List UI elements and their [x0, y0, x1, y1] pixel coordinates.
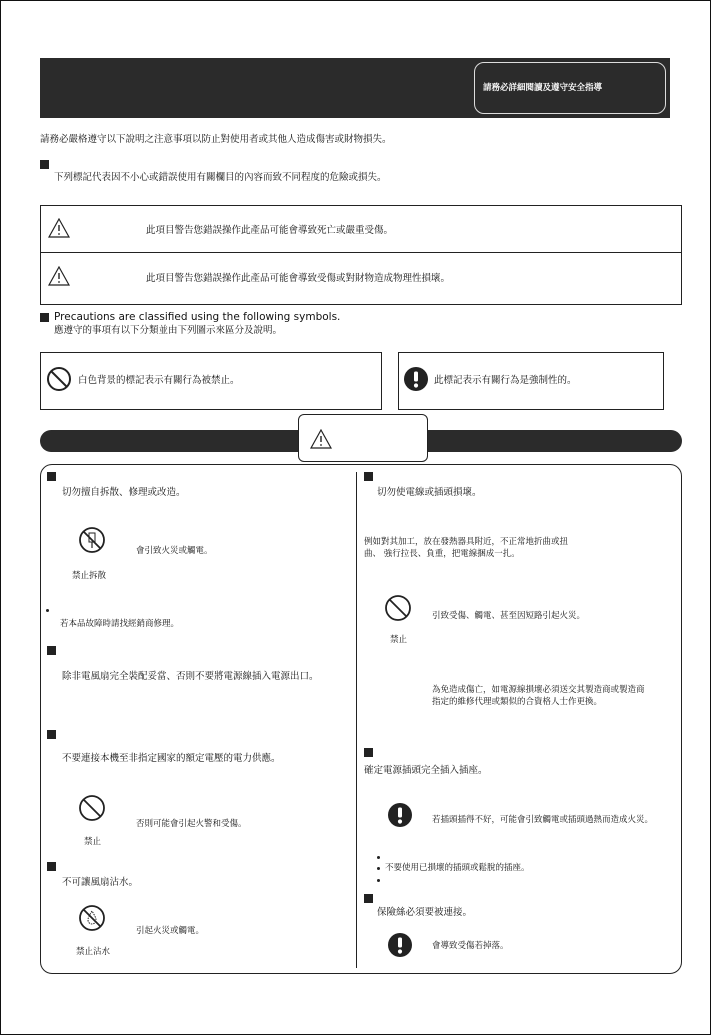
right-item1-title: 切勿使電線或插頭損壞。: [377, 487, 482, 498]
left-item4-note: 引起火災或觸電。: [136, 926, 205, 936]
right-item2-square: [364, 748, 373, 757]
left-item3-note: 否則可能會引起火警和受傷。: [136, 819, 247, 829]
hazard-level-1: 此項目警告您錯誤操作此產品可能會導致死亡或嚴重受傷。: [146, 225, 394, 236]
mandatory-icon: [403, 366, 429, 392]
right-item1-desc-2: 曲、 強行拉長、負重，把電線捆成一扎。: [364, 549, 520, 559]
hazard-divider: [40, 252, 682, 253]
section2-desc: 應遵守的事項有以下分類並由下列圖示來區分及說明。: [54, 325, 283, 336]
no-water-icon: [78, 904, 106, 932]
right-item3-note: 會導致受傷若掉落。: [432, 941, 509, 951]
right-item1-desc-1: 例如對其加工，放在發熱器具附近，不正常地折曲或扭: [364, 537, 569, 547]
section2-title: Precautions are classified using the following symbols.: [54, 311, 341, 323]
left-item3-prohibit-icon: [78, 794, 106, 822]
right-item2-bullet-dot-2: [377, 867, 380, 870]
left-item4-label: 禁止沾水: [76, 947, 111, 957]
left-item2-title: 除非電風扇完全裝配妥當、否則不要將電源線插入電源出口。: [62, 671, 319, 682]
left-item1-square: [47, 472, 56, 481]
header-notice: 請務必詳細閱讀及遵守安全指導: [483, 83, 603, 93]
hazard-levels-box: [40, 205, 682, 305]
prohibit-icon: [46, 366, 72, 392]
right-item2-mandatory-icon: [387, 802, 413, 828]
right-item1-extra-1: 為免造成傷亡，如電源線損壞必須送交其製造商或製造商: [432, 685, 645, 695]
right-item3-mandatory-icon: [387, 932, 413, 958]
prohibit-symbol-text: 白色背景的標記表示有關行為被禁止。: [78, 375, 240, 386]
warning-triangle-icon: [48, 218, 70, 238]
caution-triangle-icon: [48, 266, 70, 286]
no-disassemble-icon: [78, 526, 106, 554]
right-item2-bullet-dot-1: [377, 856, 380, 859]
left-item4-title: 不可讓風扇沾水。: [62, 877, 139, 888]
section1-bullet-square: [40, 160, 49, 169]
right-item3-square: [364, 894, 373, 903]
left-item1-label: 禁止拆散: [72, 571, 107, 581]
intro-text: 請務必嚴格遵守以下說明之注意事項以防止對使用者或其他人造成傷害或財物損失。: [40, 134, 392, 145]
left-item3-label: 禁止: [84, 837, 102, 847]
right-item3-title: 保險絲必須要被連接。: [377, 907, 473, 918]
section2-bullet-square: [40, 313, 49, 322]
precautions-box: [40, 464, 682, 974]
right-item2-bullet: 不要使用已損壞的插頭或鬆脫的插座。: [385, 863, 530, 873]
hazard-level-2: 此項目警告您錯誤操作此產品可能會導致受傷或對財物造成物理性損壞。: [146, 273, 451, 284]
section1-desc: 下列標記代表因不小心或錯誤使用有關欄目的內容而致不同程度的危險或損失。: [54, 172, 387, 183]
right-item2-bullet-dot-3: [377, 879, 380, 882]
left-item3-square: [47, 730, 56, 739]
right-item1-square: [364, 472, 373, 481]
right-item1-extra-2: 指定的維修代理或類似的合資格人士作更換。: [432, 697, 603, 707]
right-item1-label: 禁止: [390, 635, 408, 645]
left-item1-bullet-dot: [46, 609, 49, 612]
left-item4-square: [47, 862, 56, 871]
left-item3-title: 不要連接本機至非指定國家的額定電壓的電力供應。: [62, 753, 281, 764]
left-item2-square: [47, 646, 56, 655]
right-item1-prohibit-icon: [384, 594, 412, 622]
right-item2-note: 若插頭插得不好，可能會引致觸電或插頭過熱而造成火災。: [432, 815, 654, 825]
right-item1-note: 引致受傷、觸電、甚至因短路引起火災。: [432, 611, 586, 621]
mandatory-symbol-text: 此標記表示有關行為是強制性的。: [434, 375, 577, 386]
left-item1-bullet: 若本品故障時請找經銷商修理。: [60, 619, 180, 629]
left-item1-title: 切勿擅自拆散、修理或改造。: [62, 487, 186, 498]
caution-banner-triangle-icon: [310, 429, 332, 449]
column-divider: [356, 472, 357, 968]
left-item1-note: 會引致火災或觸電。: [136, 546, 213, 556]
right-item2-title: 確定電源插頭完全插入插座。: [364, 765, 488, 776]
